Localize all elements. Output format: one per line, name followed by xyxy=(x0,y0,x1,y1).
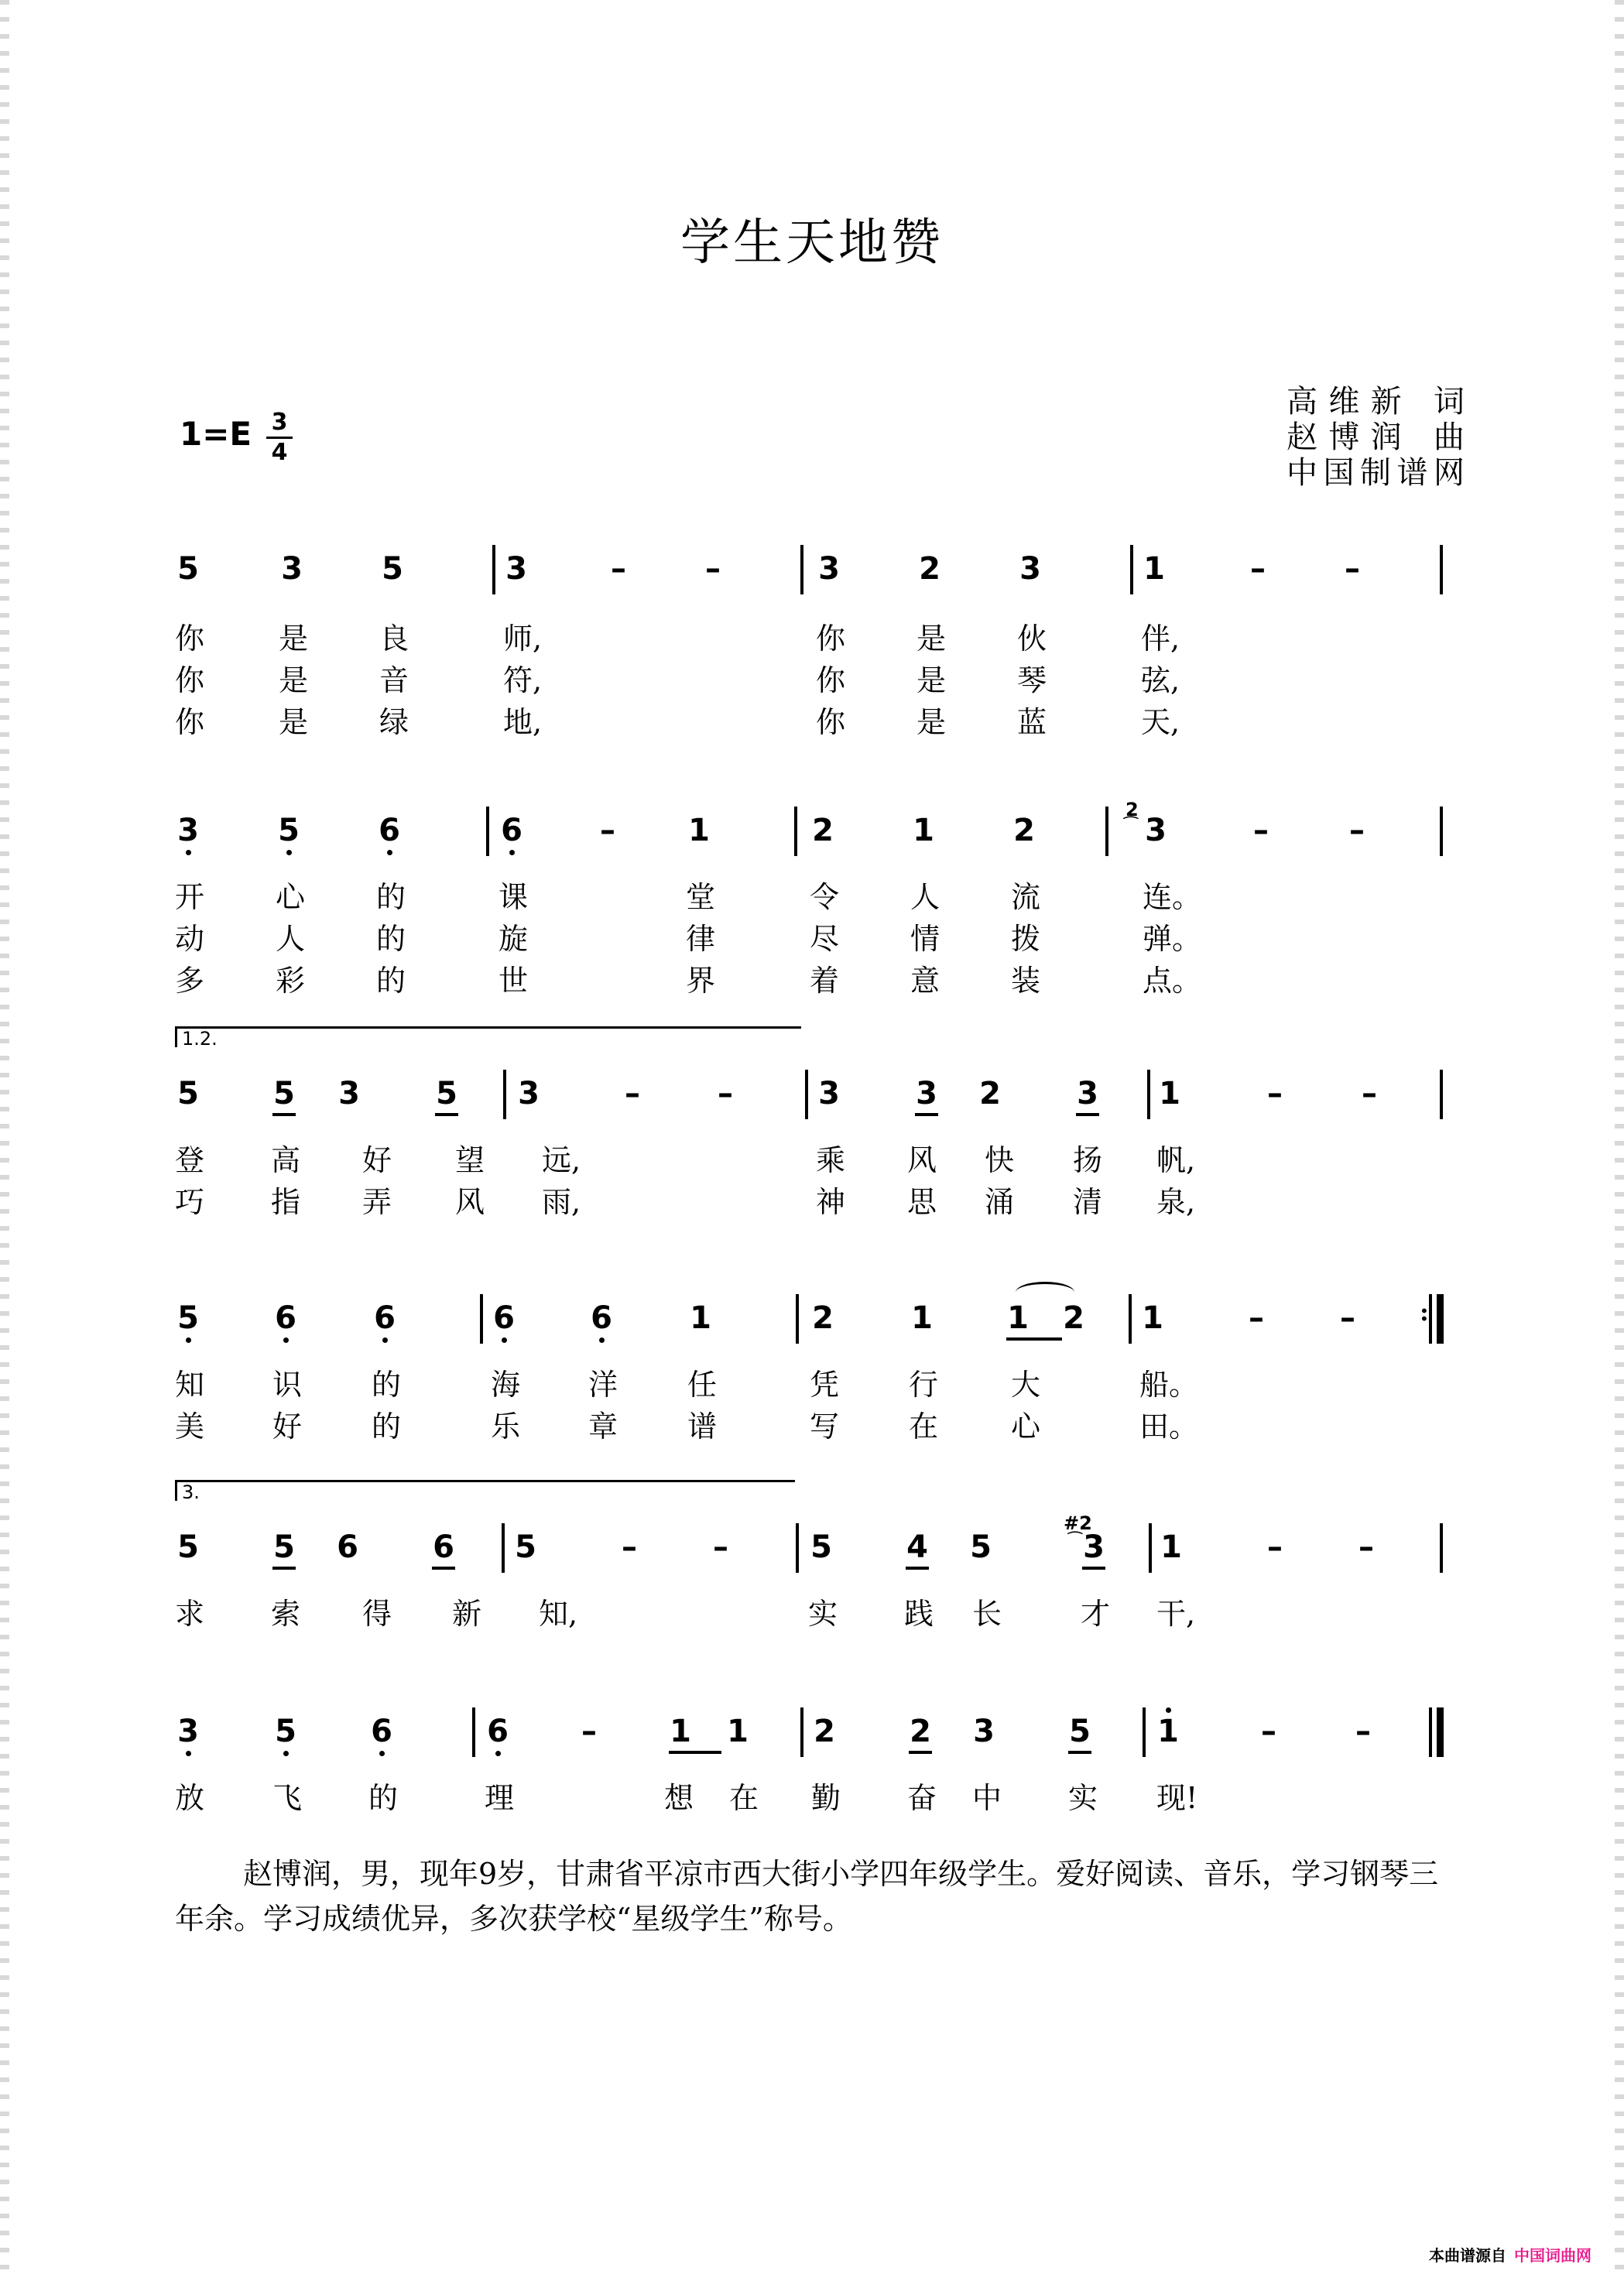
lyric: 天, xyxy=(1141,705,1180,739)
lyric: 雨, xyxy=(542,1185,581,1219)
lyric: 章 xyxy=(588,1409,618,1444)
grace-tie-icon: ⁀ xyxy=(1068,1533,1082,1552)
lyric: 弹。 xyxy=(1143,922,1202,956)
barline xyxy=(472,1707,475,1757)
lyric: 勤 xyxy=(811,1781,841,1815)
key-signature: 1=E xyxy=(180,415,252,453)
note: 1 xyxy=(690,1300,711,1336)
dash: – xyxy=(1358,1529,1374,1565)
lyric: 令 xyxy=(810,880,840,914)
lyric: 风 xyxy=(455,1185,485,1219)
lyric: 你 xyxy=(816,663,846,697)
lyric: 得 xyxy=(362,1597,392,1631)
note: 1 xyxy=(667,1714,694,1749)
lyric: 长 xyxy=(972,1597,1002,1631)
lyric: 是 xyxy=(916,705,947,739)
barline xyxy=(796,1294,799,1344)
note: 3 xyxy=(175,813,201,848)
lyric: 着 xyxy=(810,964,840,998)
lyric: 堂 xyxy=(686,880,716,914)
barline xyxy=(1440,545,1443,594)
lyric: 知 xyxy=(175,1368,205,1402)
note: 5 xyxy=(1067,1714,1093,1749)
lyric: 海 xyxy=(491,1368,521,1402)
barline xyxy=(1440,807,1443,856)
barline xyxy=(1129,1294,1132,1344)
lyric: 的 xyxy=(376,964,406,998)
lyric: 中 xyxy=(972,1781,1002,1815)
note: 1 xyxy=(688,813,710,848)
lyric: 是 xyxy=(279,622,309,656)
lyric: 泉, xyxy=(1156,1185,1196,1219)
lyric: 思 xyxy=(907,1185,937,1219)
lyric: 清 xyxy=(1073,1185,1103,1219)
dash: – xyxy=(611,551,626,587)
volta-first-ending: 1.2. xyxy=(175,1026,801,1047)
dash: – xyxy=(1267,1076,1283,1111)
lyric: 符, xyxy=(503,663,543,697)
lyric: 理 xyxy=(485,1781,515,1815)
barline xyxy=(486,807,489,856)
note: 2 xyxy=(812,1300,834,1336)
lyric: 蓝 xyxy=(1017,705,1047,739)
lyric: 巧 xyxy=(175,1185,205,1219)
note: 6 xyxy=(272,1300,299,1336)
footer-source xyxy=(1429,2243,1591,2266)
lyric: 师, xyxy=(503,622,543,656)
note: 1 xyxy=(1143,551,1165,587)
lyric: 大 xyxy=(1011,1368,1041,1402)
barline xyxy=(1149,1523,1152,1573)
lyric: 人 xyxy=(910,880,940,914)
dash: – xyxy=(1250,551,1266,587)
lyric: 界 xyxy=(686,964,716,998)
lyric: 良 xyxy=(379,622,409,656)
note: 6 xyxy=(491,1300,517,1336)
lyricist-credit: 高维新 词 xyxy=(1287,384,1465,420)
lyric: 点。 xyxy=(1143,964,1202,998)
footer-label: 本曲谱源自 xyxy=(1429,2246,1506,2265)
note: 2 xyxy=(1063,1300,1084,1336)
barline xyxy=(502,1523,505,1573)
note: 3 xyxy=(175,1714,201,1749)
lyric: 的 xyxy=(372,1368,402,1402)
grace-tie-icon: ⁀ xyxy=(1124,817,1138,837)
lyric: 求 xyxy=(175,1597,205,1631)
dash: – xyxy=(1345,551,1360,587)
note: 5 xyxy=(272,1714,299,1749)
barline xyxy=(503,1070,506,1119)
note: 2 xyxy=(919,551,940,587)
note: 3 xyxy=(973,1714,995,1749)
lyric: 帆, xyxy=(1156,1143,1196,1177)
composer-bio: 赵博润，男，现年9岁，甘肃省平凉市西大街小学四年级学生。爱好阅读、音乐，学习钢琴三年余。学习成绩优异，多次获学校“星级学生”称号。 xyxy=(175,1857,1439,1936)
note: 1 xyxy=(1160,1529,1182,1565)
lyric: 多 xyxy=(175,964,205,998)
lyric: 旋 xyxy=(499,922,529,956)
lyric: 乐 xyxy=(491,1409,521,1444)
lyric: 彩 xyxy=(276,964,306,998)
lyric: 的 xyxy=(376,922,406,956)
lyric: 好 xyxy=(362,1143,392,1177)
composer-credit: 赵博润 曲 xyxy=(1287,420,1465,455)
lyric: 心 xyxy=(1011,1409,1041,1444)
dash: – xyxy=(713,1529,728,1565)
note: 3 xyxy=(913,1076,940,1111)
lyric: 践 xyxy=(904,1597,934,1631)
right-border-strip xyxy=(1615,0,1624,2281)
lyric: 乘 xyxy=(816,1143,846,1177)
lyric: 行 xyxy=(909,1368,939,1402)
lyric: 你 xyxy=(175,622,205,656)
lyric: 新 xyxy=(452,1597,482,1631)
note: 1 xyxy=(1159,1076,1180,1111)
barline xyxy=(1147,1070,1150,1119)
dash: – xyxy=(622,1529,637,1565)
note: 3 xyxy=(281,551,303,587)
dash: – xyxy=(1362,1076,1377,1111)
lyric: 远, xyxy=(542,1143,581,1177)
note: 1 xyxy=(727,1714,749,1749)
lyric: 船。 xyxy=(1139,1368,1199,1402)
lyric: 绿 xyxy=(379,705,409,739)
song-title: 学生天地赞 xyxy=(680,214,944,272)
lyric: 索 xyxy=(271,1597,301,1631)
lyric: 现! xyxy=(1156,1781,1198,1815)
lyric: 是 xyxy=(279,705,309,739)
note: 6 xyxy=(376,813,403,848)
note: 1 xyxy=(913,813,934,848)
credits xyxy=(1287,384,1465,491)
lyric: 扬 xyxy=(1073,1143,1103,1177)
slur xyxy=(1016,1282,1074,1303)
lyric: 是 xyxy=(916,622,947,656)
lyric: 你 xyxy=(816,705,846,739)
dash: – xyxy=(1340,1300,1355,1336)
lyric: 的 xyxy=(372,1409,402,1444)
lyric: 开 xyxy=(175,880,205,914)
note: 1 xyxy=(1005,1300,1031,1336)
lyric: 写 xyxy=(810,1409,840,1444)
grace-note: 2 xyxy=(1125,799,1139,820)
lyric: 动 xyxy=(175,922,205,956)
lyric: 谱 xyxy=(687,1409,718,1444)
note: 1 xyxy=(1155,1714,1181,1749)
lyric: 装 xyxy=(1011,964,1041,998)
note: 2 xyxy=(812,813,834,848)
lyric: 律 xyxy=(686,922,716,956)
dash: – xyxy=(718,1076,733,1111)
note: 5 xyxy=(177,1076,199,1111)
dash: – xyxy=(581,1714,597,1749)
note: 5 xyxy=(515,1529,536,1565)
barline xyxy=(800,1707,803,1757)
note: 5 xyxy=(271,1529,297,1565)
lyric: 知, xyxy=(539,1597,578,1631)
note: 5 xyxy=(276,813,302,848)
note: 3 xyxy=(1074,1076,1101,1111)
note: 2 xyxy=(979,1076,1001,1111)
barline xyxy=(800,545,803,594)
dash: – xyxy=(705,551,721,587)
barline xyxy=(1143,1707,1146,1757)
dash: – xyxy=(1349,813,1365,848)
note: 5 xyxy=(271,1076,297,1111)
volta-third-ending: 3. xyxy=(175,1480,795,1501)
lyric: 的 xyxy=(376,880,406,914)
lyric: 神 xyxy=(816,1185,846,1219)
dash: – xyxy=(1253,813,1269,848)
lyric: 放 xyxy=(175,1781,205,1815)
note: 3 xyxy=(505,551,527,587)
left-border-strip xyxy=(0,0,9,2281)
lyric: 是 xyxy=(916,663,947,697)
note: 3 xyxy=(518,1076,540,1111)
note: 6 xyxy=(337,1529,358,1565)
note: 2 xyxy=(907,1714,934,1749)
lyric: 快 xyxy=(985,1143,1015,1177)
note: 5 xyxy=(382,551,403,587)
dash: – xyxy=(1355,1714,1371,1749)
lyric: 田。 xyxy=(1139,1409,1199,1444)
note: 3 xyxy=(1081,1529,1107,1565)
lyric: 琴 xyxy=(1017,663,1047,697)
note: 3 xyxy=(1019,551,1041,587)
time-denominator: 4 xyxy=(271,439,288,466)
lyric: 的 xyxy=(368,1781,399,1815)
lyric: 你 xyxy=(175,705,205,739)
barline xyxy=(796,1523,799,1573)
lyric: 心 xyxy=(276,880,306,914)
dash: – xyxy=(1249,1300,1264,1336)
barline xyxy=(1130,545,1133,594)
note: 6 xyxy=(588,1300,615,1336)
lyric: 是 xyxy=(279,663,309,697)
lyric: 飞 xyxy=(272,1781,303,1815)
note: 3 xyxy=(818,551,840,587)
lyric: 登 xyxy=(175,1143,205,1177)
lyric: 流 xyxy=(1011,880,1041,914)
lyric: 美 xyxy=(175,1409,205,1444)
lyric: 课 xyxy=(499,880,529,914)
lyric: 凭 xyxy=(810,1368,840,1402)
lyric: 才 xyxy=(1081,1597,1111,1631)
final-barline xyxy=(1437,1707,1444,1757)
note: 6 xyxy=(430,1529,457,1565)
lyric: 风 xyxy=(907,1143,937,1177)
lyric: 情 xyxy=(910,922,940,956)
note: 5 xyxy=(970,1529,992,1565)
lyric: 弦, xyxy=(1141,663,1180,697)
note: 1 xyxy=(1142,1300,1163,1336)
note: 2 xyxy=(814,1714,835,1749)
note: 1 xyxy=(911,1300,933,1336)
note: 5 xyxy=(177,551,199,587)
note: 2 xyxy=(1013,813,1035,848)
lyric: 干, xyxy=(1156,1597,1196,1631)
repeat-end-barline xyxy=(1437,1294,1444,1344)
lyric: 尽 xyxy=(810,922,840,956)
note: 5 xyxy=(433,1076,460,1111)
grace-note: #2 xyxy=(1064,1512,1092,1534)
lyric: 奋 xyxy=(907,1781,937,1815)
lyric: 涌 xyxy=(985,1185,1015,1219)
barline xyxy=(805,1070,808,1119)
lyric: 实 xyxy=(1068,1781,1098,1815)
barline xyxy=(1440,1070,1443,1119)
note: 6 xyxy=(372,1300,398,1336)
note: 6 xyxy=(485,1714,511,1749)
lyric: 你 xyxy=(816,622,846,656)
lyric: 想 xyxy=(664,1781,694,1815)
lyric: 地, xyxy=(503,705,543,739)
barline xyxy=(794,807,797,856)
note: 6 xyxy=(368,1714,395,1749)
note: 5 xyxy=(175,1300,201,1336)
barline xyxy=(1429,1707,1432,1757)
lyric: 洋 xyxy=(588,1368,618,1402)
note: 3 xyxy=(338,1076,360,1111)
barline xyxy=(480,1294,483,1344)
barline xyxy=(1429,1294,1432,1344)
barline xyxy=(1440,1523,1443,1573)
lyric: 望 xyxy=(455,1143,485,1177)
footer-site-link[interactable]: 中国词曲网 xyxy=(1514,2246,1591,2265)
lyric: 在 xyxy=(729,1781,759,1815)
lyric: 拨 xyxy=(1011,922,1041,956)
note: 3 xyxy=(1145,813,1167,848)
lyric: 音 xyxy=(379,663,409,697)
lyric: 好 xyxy=(272,1409,303,1444)
lyric: 世 xyxy=(499,964,529,998)
lyric: 伴, xyxy=(1141,622,1180,656)
dash: – xyxy=(1261,1714,1276,1749)
barline xyxy=(1105,807,1108,856)
source-credit: 中国制谱网 xyxy=(1287,455,1465,491)
lyric: 弄 xyxy=(362,1185,392,1219)
dash: – xyxy=(600,813,615,848)
dash: – xyxy=(1267,1529,1283,1565)
note: 4 xyxy=(904,1529,930,1565)
time-signature xyxy=(266,410,293,465)
lyric: 连。 xyxy=(1143,880,1202,914)
note: 5 xyxy=(177,1529,199,1565)
note: 3 xyxy=(818,1076,840,1111)
barline xyxy=(492,545,495,594)
lyric: 在 xyxy=(909,1409,939,1444)
lyric: 伙 xyxy=(1017,622,1047,656)
note: 6 xyxy=(499,813,525,848)
repeat-dots-icon: : xyxy=(1420,1297,1429,1327)
time-numerator: 3 xyxy=(271,409,288,436)
lyric: 意 xyxy=(910,964,940,998)
note: 5 xyxy=(810,1529,832,1565)
lyric: 任 xyxy=(687,1368,718,1402)
dash: – xyxy=(625,1076,640,1111)
lyric: 识 xyxy=(272,1368,303,1402)
lyric: 实 xyxy=(808,1597,838,1631)
lyric: 高 xyxy=(271,1143,301,1177)
lyric: 人 xyxy=(276,922,306,956)
lyric: 你 xyxy=(175,663,205,697)
lyric: 指 xyxy=(271,1185,301,1219)
